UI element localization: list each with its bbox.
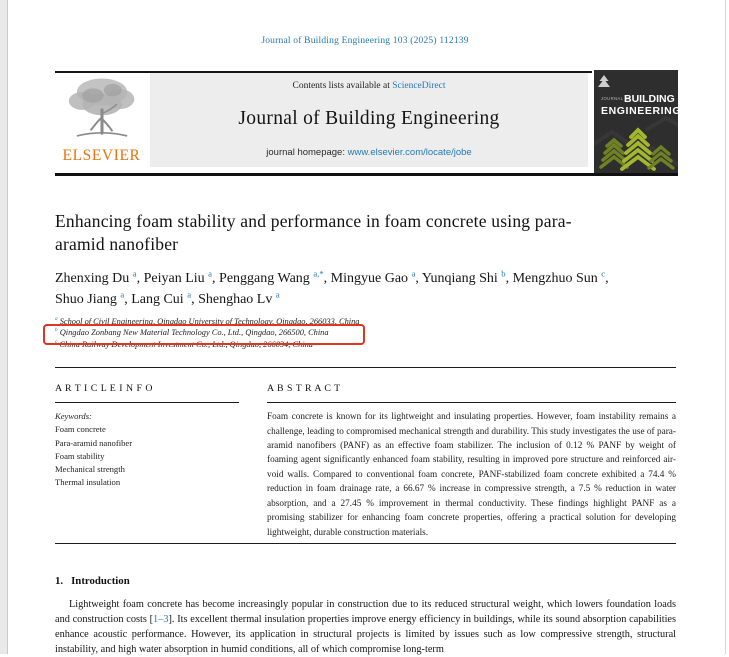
- keyword: Foam concrete: [55, 424, 106, 435]
- article-info-section: [55, 383, 239, 489]
- introduction-paragraph: [55, 597, 676, 657]
- author-affiliation-sup: b: [501, 268, 506, 279]
- affiliation-sup: a: [55, 316, 58, 323]
- cover-title-line2: ENGINEERING: [601, 105, 678, 117]
- author-affiliation-sup: a,*: [313, 268, 324, 279]
- author: Shenghao Lv $^a$: [198, 289, 280, 307]
- journal-title: Journal of Building Engineering: [238, 108, 500, 129]
- abstract-section: [267, 383, 676, 540]
- author: Zhenxing Du $^a$: [55, 268, 137, 286]
- article-title: Enhancing foam stability and performance in foam concrete using para-aramid nanofiber: [55, 211, 572, 255]
- page-edge-right: [725, 0, 726, 654]
- info-top-rule: [55, 367, 676, 368]
- elsevier-logo[interactable]: [55, 74, 148, 171]
- affiliation-highlight-box: [43, 324, 365, 345]
- citation-link-1-3[interactable]: 1–3: [153, 614, 169, 626]
- keyword: Foam stability: [55, 450, 105, 461]
- affiliation-sup: c: [55, 338, 58, 345]
- journal-homepage-link[interactable]: www.elsevier.com/locate/jobe: [347, 147, 472, 158]
- affiliation-highlighted: $^b$ Qingdao Zonbang New Material Technology Co., Ltd., Qingdao, 266500, China: [55, 327, 329, 338]
- author-affiliation-sup: a: [208, 268, 213, 279]
- author: Shuo Jiang $^a$: [55, 289, 125, 307]
- abstract-rule: [267, 402, 676, 403]
- intro-text-after: ]. Its excellent thermal insulation properties improve energy efficiency in buildings, while its sound absorption capabilities enhance acoustic performance. However, its application in structural projects is limited by issues such as low compressive strength, structural instability, and high water absorption in humid conditions, all of which compromise long-term: [55, 614, 677, 656]
- author: Mingyue Gao $^a$: [330, 268, 416, 286]
- article-info-rule: [55, 402, 239, 403]
- journal-citation-link[interactable]: Journal of Building Engineering 103 (2025) 112139: [261, 36, 469, 46]
- cover-journal-of: JOURNAL OF: [601, 96, 632, 101]
- author-affiliation-sup: a: [187, 289, 192, 300]
- author: Penggang Wang $^{a,*}$: [219, 268, 324, 286]
- contents-line: [292, 81, 445, 91]
- author-affiliation-sup: c: [601, 268, 606, 279]
- homepage-line: [266, 147, 471, 158]
- journal-cover-thumbnail[interactable]: [594, 70, 678, 173]
- author: Lang Cui $^a$: [131, 289, 192, 307]
- journal-header-box: [150, 73, 588, 167]
- cover-title-line1: BUILDING: [624, 93, 675, 105]
- section-title: Introduction: [71, 575, 130, 587]
- homepage-prefix: journal homepage:: [266, 147, 348, 158]
- contents-prefix: Contents lists available at: [292, 81, 393, 91]
- author-affiliation-sup: a: [120, 289, 125, 300]
- keyword: Para-aramid nanofiber: [55, 437, 133, 448]
- abstract-text: Foam concrete is known for its lightweight and insulating properties. However, foam instability remains a challenge, leading to compromised mechanical strength and durability. This study investigates the use of para-aramid nanofibers (PANF) as an effective foam stabilizer. The inclusion of 0.12 % PANF by weight of foaming agent significantly enhanced foam stability, resulting in improved pore structure and reinforced air-void walls. Compared to conventional foam concrete, PANF-stabilized foam concrete exhibited a 74.4 % reduction in foam drainage rate, a 66.67 % increase in compressive strength, a 7.5 % reduction in water absorption, and a 27.45 % improvement in thermal conductivity. These findings highlight PANF as a promising stabilizer for enhancing foam concrete properties, offering a practical solution for developing lightweight, durable construction materials.: [267, 412, 676, 538]
- author: Peiyan Liu $^a$: [143, 268, 213, 286]
- article-info-heading: A R T I C L E I N F O: [55, 383, 153, 394]
- keywords-label: Keywords:: [55, 411, 92, 422]
- introduction-heading: [55, 575, 130, 587]
- affiliation: $^a$ School of Civil Engineering, Qingdao University of Technology, Qingdao, 266033, China: [55, 316, 360, 326]
- section-number: 1.: [55, 575, 64, 587]
- author: Yunqiang Shi $^b$: [421, 268, 506, 286]
- info-bottom-rule: [55, 543, 676, 544]
- elsevier-wordmark: ELSEVIER: [62, 147, 141, 164]
- header-bottom-rule: [55, 173, 678, 176]
- elsevier-tree-icon: [64, 131, 140, 148]
- paper-page: [9, 0, 725, 654]
- affiliation: $^c$ China Railway Development Investment Co., Ltd., Qingdao, 266034, China: [55, 338, 313, 349]
- affiliation-sup: b: [55, 327, 58, 334]
- sciencedirect-link[interactable]: ScienceDirect: [392, 81, 446, 91]
- abstract-heading: A B S T R A C T: [267, 383, 341, 394]
- intro-text-before: Lightweight foam concrete has become increasingly popular in construction due to its reduced structural weight, which lowers foundation loads and construction costs [: [55, 599, 676, 626]
- author-affiliation-sup: a: [275, 289, 280, 300]
- page-edge-left: [0, 0, 8, 654]
- keyword-list: [55, 423, 239, 489]
- author: Mengzhuo Sun $^c$: [512, 268, 606, 286]
- keyword: Mechanical strength: [55, 463, 125, 474]
- author-affiliation-sup: a: [411, 268, 416, 279]
- author-affiliation-sup: a: [132, 268, 137, 279]
- keyword: Thermal insulation: [55, 477, 121, 488]
- author-list: Zhenxing Du $^a$, Peiyan Liu $^a$, Penggang Wang $^{a,*}$, Mingyue Gao $^a$, Yunqiang Shi $^b$, Mengzhuo Sun $^c$, Shuo Jiang $^a$, Lang Cui $^a$, Shenghao Lv $^a$: [55, 268, 609, 307]
